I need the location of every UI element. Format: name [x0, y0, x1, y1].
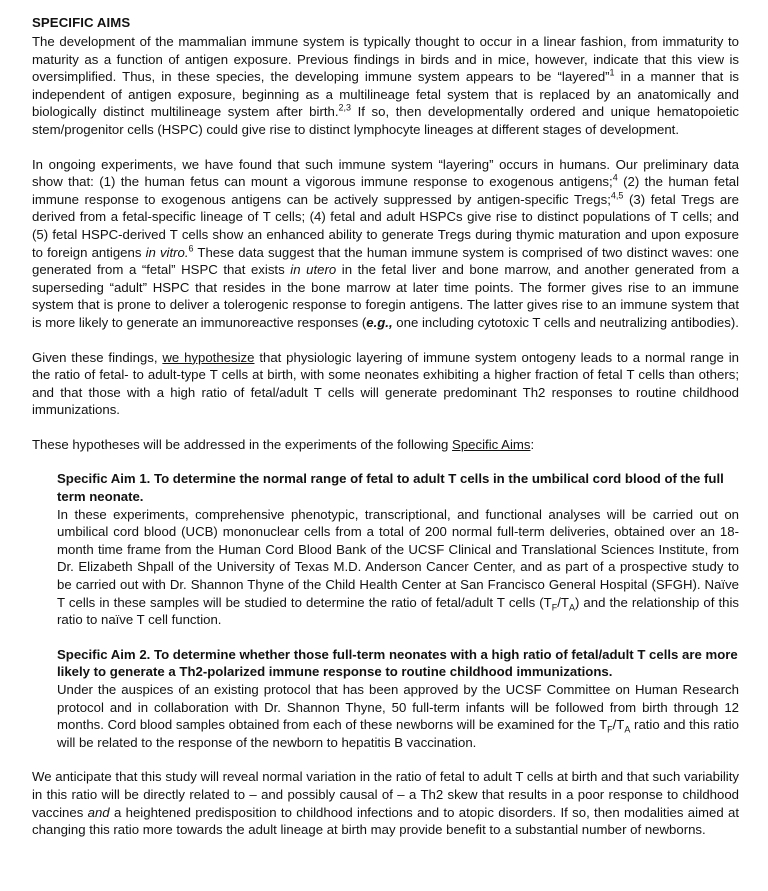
underline-specific-aims: Specific Aims: [452, 436, 531, 452]
citation-superscript-1: 1: [609, 67, 615, 78]
aim2-text-c: ratio and this ratio will be related to the response of the newborn to hepatitis B vaccination.: [57, 717, 739, 750]
par2-text-e: in the fetal liver and bone marrow, and another generated from a superseding “adult” HSPC that resides in the bone marrow at later time points. The former gives rise to an immune system that is prone to deliver a tolerogenic response to foregin antigens. The latter gives rise to an immune system that is more likely to generate an immunoreactive responses (: [32, 262, 739, 330]
par2-text-a: In ongoing experiments, we have found that such immune system “layering” occurs in humans. Our preliminary data show that: (1) the human fetus can mount a vigorous immune response to exogenous antigens;: [32, 156, 739, 190]
par2-text-c: (3) fetal Tregs are derived from a fetal-specific lineage of T cells; (4) fetal and adult HSPCs give rise to distinct populations of T cells; and (5) fetal HSPC-derived T cells show an enhanced ability to generate Tregs during thymic maturation and upon exposure to foreign antigens: [32, 191, 739, 260]
page-title: SPECIFIC AIMS: [32, 15, 131, 30]
specific-aim-1-block: [32, 470, 739, 628]
specific-aim-2-block: [32, 646, 739, 752]
paragraph-anticipated-outcome: [32, 768, 739, 838]
par5-text-a: We anticipate that this study will reveal normal variation in the ratio of fetal to adult T cells at birth and that such variability in this ratio will be directly related to – and possibly causal of – a Th2 skew that results in a poor response to childhood vaccines: [32, 769, 739, 820]
par1-text-a: The development of the mammalian immune system is typically thought to occur in a linear fashion, from immaturity to maturity as a function of antigen exposure. Previous findings in birds and in mice, however, indicate that this view is oversimplified. Thus, in these species, the developing immune system appears to be “layered”: [32, 34, 739, 85]
specific-aim-1-title: Specific Aim 1. To determine the normal range of fetal to adult T cells in the umbilical cord blood of the full term neonate.: [57, 471, 724, 505]
subscript-tf-1: F: [551, 602, 558, 613]
par2-text-b: (2) the human fetal immune response to exogenous antigens can be actively suppressed by antigen-specific Tregs;: [32, 174, 739, 207]
aim1-text-c: ) and the relationship of this ratio to naïve T cell function.: [57, 594, 739, 628]
aim2-text-b: /T: [612, 717, 625, 733]
citation-superscript-2: 2,3: [338, 102, 351, 113]
par2-text-f: one including cytotoxic T cells and neutralizing antibodies).: [392, 314, 739, 330]
subscript-ta-2: A: [624, 724, 631, 735]
par4-text-b: :: [530, 436, 535, 452]
paragraph-background: [32, 33, 739, 139]
subscript-ta-1: A: [568, 602, 575, 613]
citation-superscript-5: 6: [188, 243, 194, 254]
par4-text-a: These hypotheses will be addressed in the experiments of the following: [32, 436, 453, 452]
italic-in-vitro: in vitro.: [145, 244, 189, 260]
par1-text-c: If so, then developmentally ordered and unique hematopoietic stem/progenitor cells (HSPC) could give rise to distinct lymphocyte lineages at different stages of development.: [32, 104, 739, 137]
paragraph-hypothesis: [32, 349, 739, 419]
par5-text-b: a heightened predisposition to childhood infections and to atopic disorders. If so, then modalities aimed at changing this ratio more towards the adult lineage at birth may provide benefit to a substantial number of newborns.: [32, 804, 739, 838]
aim1-text-b: /T: [557, 594, 569, 610]
specific-aim-1-body: [57, 506, 739, 629]
underline-we-hypothesize: we hypothesize: [162, 349, 255, 365]
italic-and: and: [87, 804, 110, 820]
italic-in-utero: in utero: [290, 262, 337, 278]
par2-text-d: These data suggest that the human immune system is comprised of two distinct waves: one generated from a “fetal” HSPC that exists: [32, 244, 739, 278]
paragraph-aims-intro: [32, 436, 739, 454]
subscript-tf-2: F: [607, 724, 613, 735]
citation-superscript-3: 4: [612, 172, 618, 183]
par3-text-b: that physiologic layering of immune system ontogeny leads to a normal range in the ratio of fetal- to adult-type T cells at birth, with some neonates exhibiting a higher fraction of fetal T cells than others; and that those with a high ratio of fetal/adult T cells will generate predominant Th2 responses to routine childhood immunizations.: [32, 349, 739, 418]
par1-text-b: in a manner that is independent of antigen exposure, beginning as a multilineage fetal system that is replaced by an anatomically and biologically distinct multilineage system after birth.: [32, 69, 739, 120]
par3-text-a: Given these findings,: [32, 349, 163, 365]
paragraph-preliminary-data: [32, 156, 739, 332]
specific-aim-2-body: [57, 681, 739, 751]
aim1-text-a: In these experiments, comprehensive phenotypic, transcriptional, and functional analyses will be carried out on umbilical cord blood (UCB) mononuclear cells from a total of 200 normal full-term deliveries, obtained over an 18-month time frame from the Human Cord Blood Bank of the UCSF Clinical and Translational Sciences Institute, from Dr. Elizabeth Shpall of the University of Texas M.D. Anderson Cancer Center, and as part of a prospective study to be carried out with Dr. Shannon Thyne of the Child Health Center at San Francisco General Hospital (SFGH). Naïve T cells in these samples will be studied to determine the ratio of fetal/adult T cells (T: [57, 506, 739, 610]
specific-aim-2-title: Specific Aim 2. To determine whether those full-term neonates with a high ratio of fetal/adult T cells are more likely to generate a Th2-polarized immune response to routine childhood immunizations.: [57, 646, 738, 680]
citation-superscript-4: 4,5: [610, 190, 624, 201]
aim2-text-a: Under the auspices of an existing protocol that has been approved by the UCSF Committee on Human Research protocol and in collaboration with Dr. Shannon Thyne, 50 full-term infants will be followed from birth through 12 months. Cord blood samples obtained from each of these newborns will be examined for the T: [57, 682, 739, 733]
italic-eg: e.g.,: [366, 314, 393, 330]
